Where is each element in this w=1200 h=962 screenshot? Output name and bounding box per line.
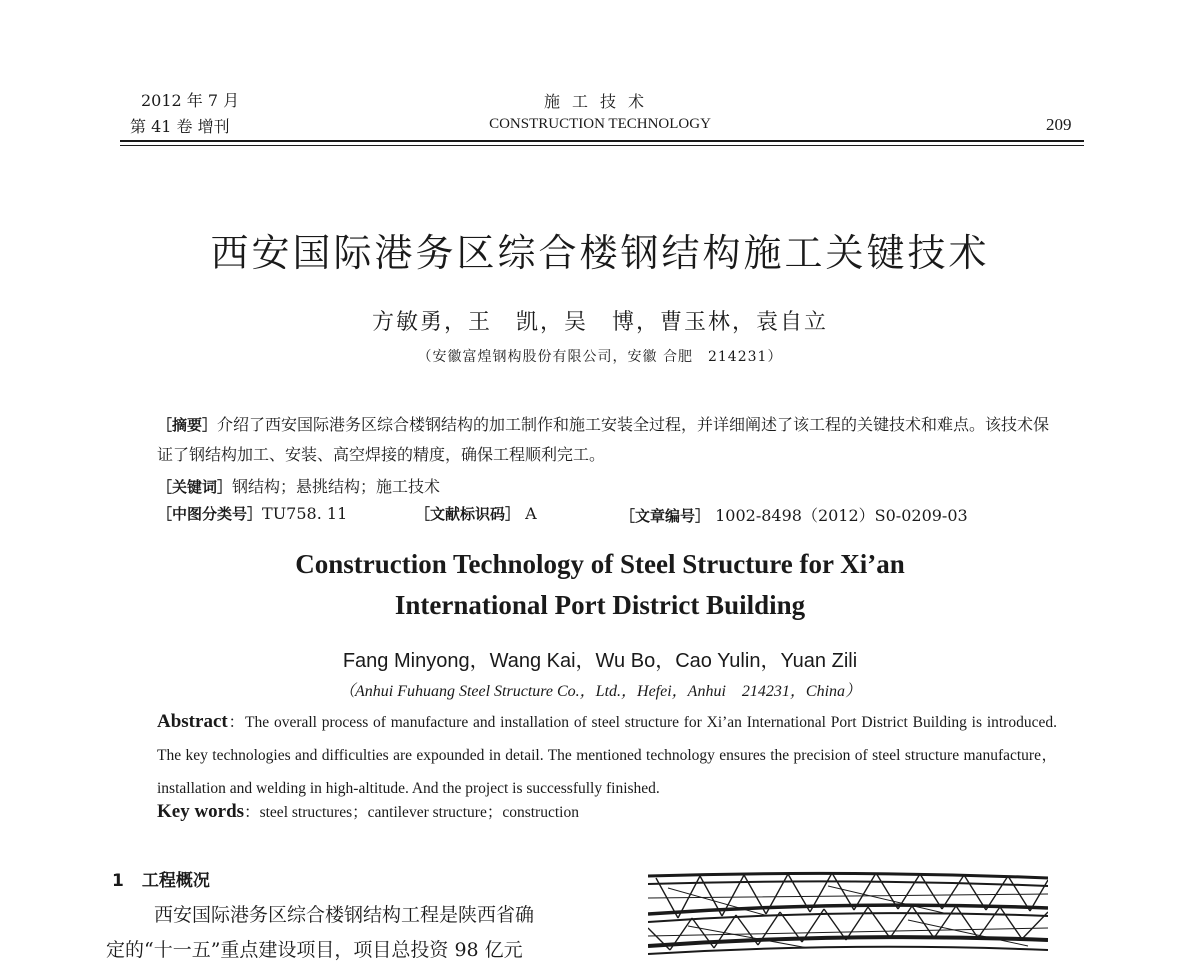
abstract-cn-text: 介绍了西安国际港务区综合楼钢结构的加工制作和施工安装全过程，并详细阐述了该工程的关键技术和难点。该技术保证了钢结构加工、安装、高空焊接的精度，确保工程顺利完工。 <box>157 415 1050 464</box>
keywords-cn-label: ［关键词］ <box>157 478 233 496</box>
page-number: 209 <box>1046 115 1072 134</box>
journal-title-en: CONSTRUCTION TECHNOLOGY <box>489 116 711 132</box>
keywords-cn <box>157 472 1057 502</box>
clc-code <box>157 503 347 524</box>
keywords-en <box>157 800 1057 823</box>
paper-title-en-line2: International Port District Building <box>394 590 806 620</box>
abstract-cn-label: ［摘要］ <box>157 416 218 434</box>
abstract-cn <box>157 410 1057 469</box>
body-text-line2: 定的“十一五”重点建设项目，项目总投资 98 亿元 <box>106 939 523 961</box>
paper-title-cn: 西安国际港务区综合楼钢结构施工关键技术 <box>210 231 990 275</box>
journal-title-cn: 施工技术 <box>543 92 656 111</box>
section-title: 工程概况 <box>141 871 210 891</box>
body-text-line1: 西安国际港务区综合楼钢结构工程是陕西省确 <box>154 904 535 926</box>
doc-code <box>415 503 537 524</box>
article-value: 1002-8498（2012）S0-0209-03 <box>710 506 968 525</box>
authors-en: Fang Minyong，Wang Kai，Wu Bo，Cao Yulin，Yuan Zili <box>342 650 858 672</box>
section-heading <box>112 866 210 891</box>
article-label: ［文章编号］ <box>620 507 711 525</box>
clc-value: TU758. 11 <box>262 504 348 523</box>
section-number: 1 <box>112 871 124 891</box>
steel-truss-figure <box>648 868 1048 958</box>
header-date: 2012 年 7 月 <box>141 91 240 110</box>
keywords-en-text: steel structures；cantilever structure；construction <box>259 804 579 821</box>
header-rule-thick <box>120 140 1084 142</box>
abstract-en <box>157 705 1057 805</box>
affiliation-en: （Anhui Fuhuang Steel Structure Co.，Ltd.，Hefei，Anhui 214231，China） <box>338 683 862 700</box>
affiliation-cn: （安徽富煌钢构股份有限公司，安徽 合肥 214231） <box>417 349 783 365</box>
authors-cn: 方敏勇，王 凯，吴 博，曹玉林，袁自立 <box>371 310 828 335</box>
abstract-en-sep: ： <box>227 714 246 731</box>
abstract-en-text: The overall process of manufacture and installation of steel structure for Xi’an International Port District Building is introduced. The key technologies and difficulties are expounded in detail. The mentioned technology ensures the precision of steel structure manufacture，installation and welding in high-altitude. And the project is successfully finished. <box>157 714 1057 797</box>
header-rule-thin <box>120 145 1084 146</box>
doc-value: A <box>520 504 537 523</box>
keywords-en-label: Key words <box>157 801 245 822</box>
classification-row <box>157 503 1057 532</box>
keywords-en-sep: ： <box>244 804 260 821</box>
abstract-en-label: Abstract <box>157 711 228 732</box>
paper-title-en-line1: Construction Technology of Steel Structure for Xi’an <box>295 549 905 579</box>
header-volume: 第 41 卷 增刊 <box>130 117 230 136</box>
clc-label: ［中图分类号］ <box>157 505 263 523</box>
article-number <box>620 503 968 526</box>
keywords-cn-text: 钢结构；悬挑结构；施工技术 <box>232 477 441 496</box>
doc-label: ［文献标识码］ <box>415 505 521 523</box>
